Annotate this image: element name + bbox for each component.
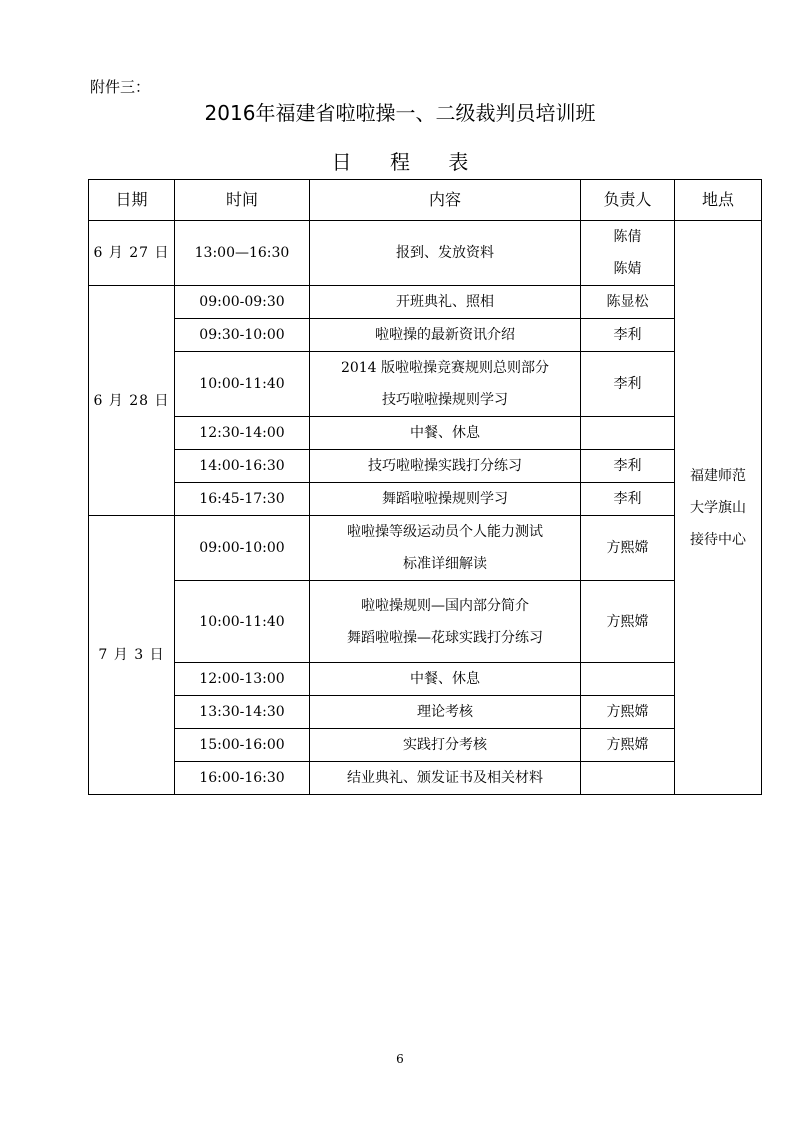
person-cell [581,581,675,663]
person-cell [581,417,675,450]
content-line: 技巧啦啦操实践打分练习 [368,458,522,474]
time-cell: 14:00-16:30 [175,450,310,483]
document-title: 2016年福建省啦啦操一、二级裁判员培训班 [204,101,596,125]
schedule-row [89,762,762,795]
time-cell: 13:30-14:30 [175,696,310,729]
content-cell [310,221,581,286]
content-line: 啦啦操等级运动员个人能力测试 [347,524,543,540]
content-line: 啦啦操规则—国内部分简介 [361,597,529,614]
page-number: 6 [396,1052,404,1066]
header-time: 时间 [175,180,310,221]
schedule-table [88,179,762,795]
time-cell: 16:00-16:30 [175,762,310,795]
content-line: 舞蹈啦啦操规则学习 [382,491,508,507]
content-line: 结业典礼、颁发证书及相关材料 [347,770,543,786]
header-venue: 地点 [675,180,762,221]
content-line: 开班典礼、照相 [396,294,494,310]
schedule-row [89,516,762,581]
header-row [89,180,762,221]
person-cell [581,319,675,352]
schedule-row [89,663,762,696]
date-cell: 6 月 27 日 [89,221,175,286]
content-line: 2014 版啦啦操竞赛规则总则部分 [340,360,550,376]
schedule-row [89,450,762,483]
time-cell: 09:00-09:30 [175,286,310,319]
venue-line: 福建师范 [690,467,746,484]
venue-cell [675,221,762,795]
time-cell: 12:00-13:00 [175,663,310,696]
person-name: 方熙嫦 [606,737,649,753]
content-cell [310,696,581,729]
person-name: 方熙嫦 [606,613,649,630]
content-line: 舞蹈啦啦操—花球实践打分练习 [347,629,543,646]
person-cell [581,762,675,795]
content-cell [310,483,581,516]
content-line: 实践打分考核 [403,737,487,753]
person-name: 方熙嫦 [606,540,649,556]
date-cell: 7 月 3 日 [89,516,175,795]
content-cell [310,319,581,352]
schedule-body [89,221,762,795]
content-line: 标准详细解读 [403,556,487,572]
time-cell: 16:45-17:30 [175,483,310,516]
schedule-row [89,352,762,417]
content-line: 中餐、休息 [410,671,480,687]
person-cell [581,450,675,483]
content-cell [310,352,581,417]
person-cell [581,516,675,581]
header-content: 内容 [310,180,581,221]
schedule-row [89,696,762,729]
content-cell [310,663,581,696]
person-cell [581,696,675,729]
content-cell [310,581,581,663]
schedule-row [89,319,762,352]
content-cell [310,762,581,795]
content-line: 报到、发放资料 [396,245,494,261]
schedule-row [89,483,762,516]
person-name: 方熙嫦 [606,704,649,720]
person-name: 陈婧 [613,261,642,277]
person-name: 陈显松 [606,294,649,310]
person-name: 李利 [613,491,642,507]
schedule-row [89,417,762,450]
content-cell [310,729,581,762]
person-name: 李利 [613,327,642,343]
time-cell: 10:00-11:40 [175,581,310,663]
person-name: 陈倩 [613,229,642,245]
person-name: 李利 [613,458,642,474]
person-name: 李利 [613,376,642,392]
person-cell [581,663,675,696]
time-cell: 09:00-10:00 [175,516,310,581]
time-cell: 10:00-11:40 [175,352,310,417]
person-cell [581,286,675,319]
time-cell: 15:00-16:00 [175,729,310,762]
content-cell [310,450,581,483]
content-line: 中餐、休息 [410,425,480,441]
person-cell [581,483,675,516]
schedule-row [89,729,762,762]
date-cell: 6 月 28 日 [89,286,175,516]
venue-line: 接待中心 [690,531,746,548]
time-cell: 09:30-10:00 [175,319,310,352]
content-cell [310,417,581,450]
content-line: 啦啦操的最新资讯介绍 [375,327,515,343]
venue-line: 大学旗山 [690,499,746,516]
time-cell: 12:30-14:00 [175,417,310,450]
schedule-row [89,581,762,663]
person-cell [581,221,675,286]
schedule-row [89,286,762,319]
header-person: 负责人 [581,180,675,221]
person-cell [581,729,675,762]
content-cell [310,516,581,581]
content-line: 理论考核 [417,704,473,720]
schedule-row [89,221,762,286]
person-cell [581,352,675,417]
time-cell: 13:00—16:30 [175,221,310,286]
attachment-label: 附件三： [90,78,151,96]
header-date: 日期 [89,180,175,221]
document-subtitle: 日 程 表 [331,150,485,174]
content-cell [310,286,581,319]
content-line: 技巧啦啦操规则学习 [382,392,508,408]
